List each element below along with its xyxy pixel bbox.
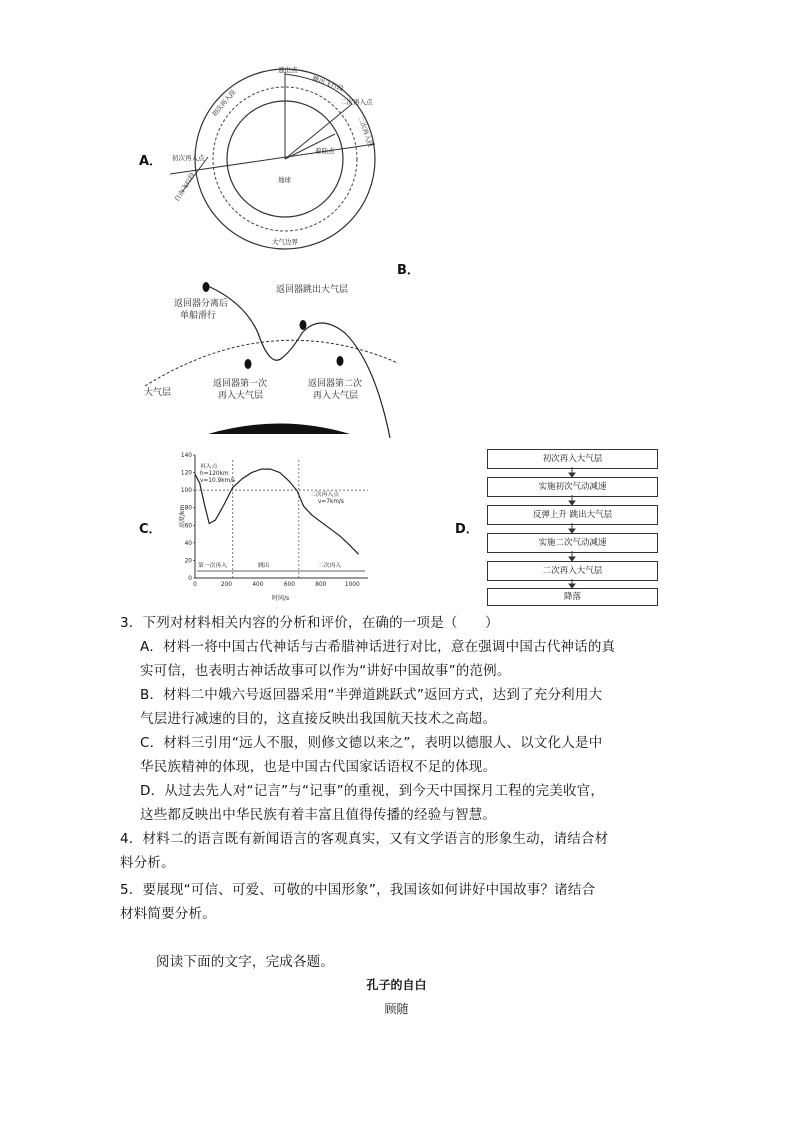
flow-step-3: 反弹上升 跳出大气层 [487, 505, 658, 525]
separation-label-2: 单船滑行 [180, 311, 217, 321]
free-flight-label: 自由飞行段 [172, 171, 197, 204]
atmosphere-label: 大气层 [144, 388, 172, 398]
question-3-option-d-line1: D．从过去先人对“记言”与“记事”的重视，到今天中国探月工程的完美收官， [140, 783, 605, 799]
reading-title: 孔子的自白 [366, 978, 427, 992]
second-reentry-segment-label: 二次再入段 [356, 114, 375, 149]
trajectory-curve [208, 286, 390, 438]
phase-label-second-reentry: 二次再入 [318, 563, 342, 569]
question-3-option-a-line1: A．材料一将中国古代神话与古希腊神话进行对比，意在强调中国古代神话的真 [140, 639, 616, 655]
x-tick-label: 400 [252, 582, 264, 588]
y-tick-label: 20 [184, 558, 192, 565]
figure-c-altitude-chart [160, 450, 375, 605]
question-3-option-c-line1: C．材料三引用“远人不服，则修文德以来之”，表明以德服人、以文化人是中 [140, 735, 603, 751]
reentry-h-annotation: h=120km [200, 471, 229, 477]
flow-step-6: 降落 [487, 588, 658, 606]
second-reentry-v-annotation: v=7km/s [318, 499, 344, 505]
question-4-line2: 料分析。 [120, 855, 175, 871]
question-3-option-c-line2: 华民族精神的体现，也是中国古代国家话语权不足的体现。 [140, 759, 497, 775]
question-3 [120, 611, 615, 827]
flow-step-1: 初次再入大气层 [487, 449, 658, 469]
flow-step-2: 实施初次气动减速 [487, 477, 658, 497]
jump-segment-label: 跳出飞行段 [311, 74, 345, 93]
first-reentry-point-label: 初次再入点 [172, 154, 205, 162]
atmosphere-boundary-label: 大气边界 [272, 238, 298, 246]
first-reentry-segment-label: 初次再入段 [210, 88, 238, 119]
second-reentry-annotation: 二次再入点 [310, 492, 339, 498]
capsule-first-reentry-icon [245, 359, 252, 369]
reading-intro: 阅读下面的文字，完成各题。 [156, 954, 335, 970]
y-tick-label: 40 [184, 540, 192, 547]
second-reentry-label-1: 返回器第二次 [308, 379, 363, 389]
option-b-label: B． [397, 263, 420, 278]
question-4 [120, 827, 608, 875]
question-5 [120, 878, 595, 926]
x-tick-label: 1000 [344, 582, 360, 588]
question-4-line1: 4．材料二的语言既有新闻语言的客观真实，又有文学语言的形象生动，请结合材 [120, 831, 609, 847]
question-5-line2: 材料简要分析。 [120, 906, 216, 922]
phase-label-jump: 跳出 [258, 563, 270, 569]
option-d-label: D． [455, 522, 479, 537]
y-tick-label: 140 [180, 453, 192, 459]
second-reentry-label-2: 再入大气层 [313, 391, 359, 401]
earth-surface [208, 424, 350, 435]
landing-point-label: 着陆点 [315, 147, 335, 155]
option-a-label: A． [139, 154, 163, 169]
question-3-option-b-line1: B．材料二中娥六号返回器采用“半弹道跳跃式”返回方式，达到了充分利用大 [140, 687, 603, 703]
x-tick-label: 200 [220, 582, 232, 588]
earth-label: 地球 [278, 176, 291, 184]
capsule-jump-icon [300, 320, 307, 330]
escape-point-label: 逃出点 [278, 66, 298, 74]
figure-d-flowchart [487, 448, 658, 606]
x-axis-label: 时间/s [272, 595, 290, 602]
first-reentry-label-2: 再入大气层 [218, 391, 264, 401]
y-tick-label: 120 [180, 470, 192, 477]
x-tick-label: 800 [315, 582, 327, 588]
question-3-option-a-line2: 实可信，也表明古神话故事可以作为“讲好中国故事”的范例。 [140, 663, 511, 679]
y-tick-label: 0 [188, 576, 192, 582]
reading-author: 顾随 [384, 1002, 409, 1016]
x-tick-label: 0 [193, 582, 197, 588]
capsule-separation-icon [203, 282, 210, 292]
separation-label-1: 返回器分离后 [174, 299, 229, 309]
y-tick-label: 60 [184, 523, 192, 530]
capsule-second-reentry-icon [337, 356, 344, 366]
figure-b-trajectory-illustration [140, 278, 402, 438]
y-tick-label: 100 [180, 488, 192, 495]
x-tick-label: 600 [283, 582, 295, 588]
y-axis-label: 高度/km [179, 504, 186, 528]
second-reentry-point-label: 二次再入点 [340, 98, 373, 106]
reentry-v-annotation: v=10.9km/s [200, 478, 236, 484]
figure-a-orbit-diagram [160, 62, 390, 252]
y-tick-label: 80 [184, 505, 192, 512]
reentry-point-annotation: 再入点 [200, 464, 218, 470]
jump-out-label: 返回器跳出大气层 [276, 285, 349, 295]
flow-step-5: 二次再入大气层 [487, 561, 658, 581]
option-c-label: C． [139, 522, 162, 537]
question-3-option-b-line2: 气层进行减速的目的，这直接反映出我国航天技术之高超。 [140, 711, 497, 727]
first-reentry-label-1: 返回器第一次 [213, 379, 268, 389]
question-3-stem: 3．下列对材料相关内容的分析和评价，在确的一项是（ ） [120, 615, 499, 631]
phase-label-first-reentry: 第一次再入 [198, 563, 227, 569]
flow-step-4: 实施二次气动减速 [487, 533, 658, 553]
question-5-line1: 5．要展现“可信、可爱、可敬的中国形象”，我国该如何讲好中国故事？诸结合 [120, 882, 596, 898]
question-3-option-d-line2: 这些都反映出中华民族有着丰富且值得传播的经验与智慧。 [140, 807, 497, 823]
